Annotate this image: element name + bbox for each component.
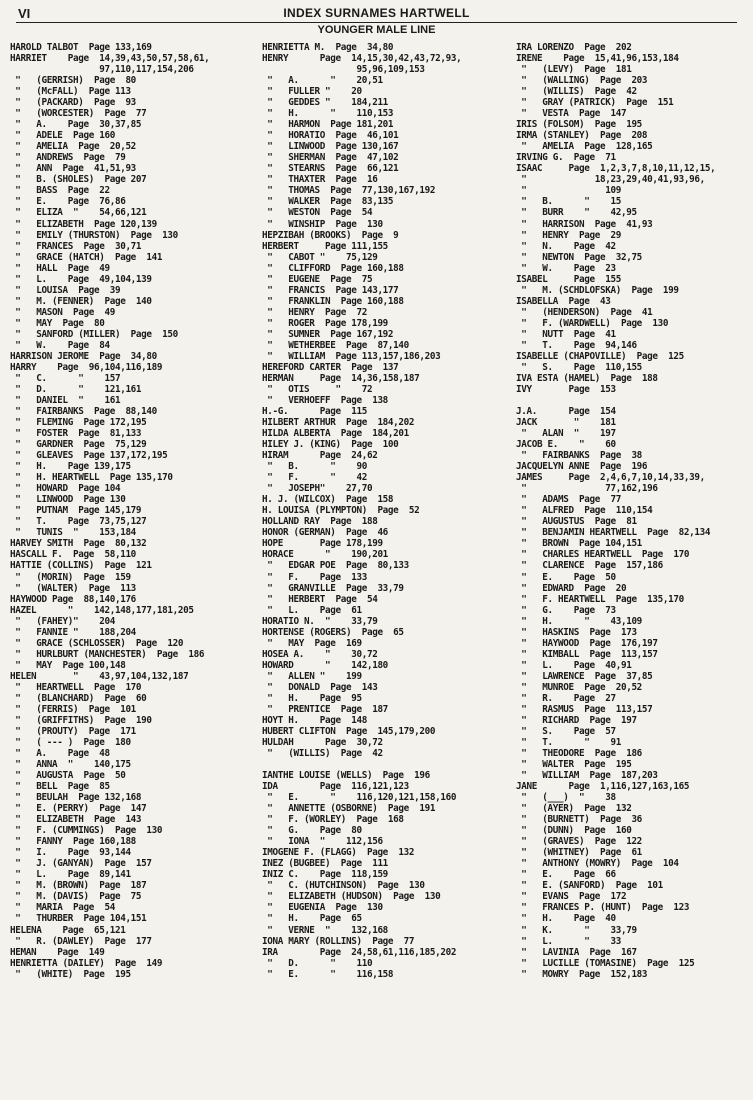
index-entry: " (WILLIS) Page 42	[262, 748, 383, 759]
index-entry: " (WILLIS) Page 42	[516, 86, 637, 98]
index-entry: JACQUELYN ANNE Page 196	[516, 461, 648, 473]
index-entry: " MOWRY Page 152,183	[516, 968, 648, 980]
index-entry: " WILLIAM Page 113,157,186,203	[262, 350, 441, 362]
index-entry: " NUTT Page 41	[516, 328, 616, 340]
index-entry: HORTENSE (ROGERS) Page 65	[262, 626, 404, 638]
index-entry: " (WALTER) Page 113	[10, 582, 136, 594]
index-entry: " W. Page 84	[10, 339, 110, 351]
index-entry: " GRANVILLE Page 33,79	[262, 582, 404, 594]
index-entry: " (WHITE) Page 195	[10, 968, 131, 980]
index-entry: " TUNIS " 153,184	[10, 527, 136, 539]
index-entry: HOWARD " 142,180	[262, 659, 388, 671]
index-entry: " R. Page 27	[516, 692, 616, 704]
index-column-2	[262, 42, 514, 980]
index-entry: " G. Page 80	[262, 825, 362, 837]
index-entry: " FAIRBANKS Page 38	[516, 450, 642, 462]
index-entry: " AUGUSTA Page 50	[10, 770, 126, 782]
index-entry: HIRAM Page 24,62	[262, 450, 378, 462]
index-entry: " GEDDES " 184,211	[262, 97, 388, 109]
index-entry: " (BURNETT) Page 36	[516, 814, 642, 826]
index-entry: " M. (FENNER) Page 140	[10, 295, 152, 307]
index-entry: " G. Page 73	[516, 604, 616, 616]
index-entry: " (FERRIS) Page 101	[10, 703, 136, 715]
index-entry: " L. Page 49,104,139	[10, 273, 152, 285]
index-entry: " GRACE (HATCH) Page 141	[10, 251, 163, 263]
index-entry: HATTIE (COLLINS) Page 121	[10, 560, 152, 572]
index-entry: " FOSTER Page 81,133	[10, 428, 142, 440]
index-entry: " ALAN " 197	[516, 428, 616, 440]
index-entry: " N. Page 42	[516, 240, 616, 252]
index-entry: " MARIA Page 54	[10, 902, 115, 914]
index-entry: HILBERT ARTHUR Page 184,202	[262, 417, 415, 429]
index-entry: " A. Page 48	[10, 748, 110, 759]
index-column-3	[516, 42, 752, 980]
index-entry: HILEY J. (KING) Page 100	[262, 439, 399, 451]
index-entry: INEZ (BUGBEE) Page 111	[262, 858, 388, 870]
index-entry: " S. Page 57	[516, 725, 616, 737]
index-entry: " F. (WORLEY) Page 168	[262, 814, 404, 826]
index-entry: " F. " 42	[262, 472, 367, 484]
index-entry: " ELIZABETH Page 120,139	[10, 218, 157, 230]
index-entry: IANTHE LOUISE (WELLS) Page 196	[262, 770, 430, 782]
index-entry: " E. (SANFORD) Page 101	[516, 880, 663, 892]
index-entry: 95,96,109,153	[262, 64, 425, 76]
index-entry: " (GRAVES) Page 122	[516, 836, 642, 848]
index-entry: HUBERT CLIFTON Page 145,179,200	[262, 725, 436, 737]
index-entry: " D. " 110	[262, 957, 373, 969]
index-entry: H.-G. Page 115	[262, 406, 367, 418]
index-entry: " BASS Page 22	[10, 185, 110, 197]
index-entry: HARRY Page 96,104,116,189	[10, 361, 163, 373]
index-entry: " GRACE (SCHLOSSER) Page 120	[10, 637, 184, 649]
index-entry: " LINWOOD Page 130	[10, 494, 126, 506]
index-entry: " SHERMAN Page 47,102	[262, 152, 399, 164]
index-entry: HILDA ALBERTA Page 184,201	[262, 428, 409, 440]
index-entry: " CHARLES HEARTWELL Page 170	[516, 549, 690, 561]
index-entry: " (FAHEY)" 204	[10, 615, 115, 627]
index-entry: " EMILY (THURSTON) Page 130	[10, 229, 178, 241]
index-entry: IVY Page 153	[516, 383, 616, 395]
index-entry: " (LEVY) Page 181	[516, 64, 632, 76]
index-entry: " GRAY (PATRICK) Page 151	[516, 97, 674, 109]
index-entry: " A. Page 30,37,85	[10, 119, 142, 131]
index-entry: " J. (GANYAN) Page 157	[10, 858, 152, 870]
index-entry: HENRIETTA (DAILEY) Page 149	[10, 957, 163, 969]
index-entry: HAROLD TALBOT Page 133,169	[10, 42, 152, 53]
index-entry: " ELIZABETH Page 143	[10, 814, 142, 826]
index-entry: " BENJAMIN HEARTWELL Page 82,134	[516, 527, 711, 539]
index-entry: HAYWOOD Page 88,140,176	[10, 593, 136, 605]
index-entry: " (AYER) Page 132	[516, 803, 632, 815]
index-entry: " IONA " 112,156	[262, 836, 383, 848]
index-entry: HASCALL F. Page 58,110	[10, 549, 136, 561]
index-entry: " ALFRED Page 110,154	[516, 505, 653, 517]
index-entry: " HARMON Page 181,201	[262, 119, 394, 131]
index-entry: " HORATIO Page 46,101	[262, 130, 399, 142]
index-entry: " ELIZA " 54,66,121	[10, 207, 147, 219]
index-entry: HAZEL " 142,148,177,181,205	[10, 604, 194, 616]
index-entry: " LINWOOD Page 130,167	[262, 141, 399, 153]
index-entry: " HARRISON Page 41,93	[516, 218, 653, 230]
index-entry: IRA LORENZO Page 202	[516, 42, 632, 53]
index-entry: " GLEAVES Page 137,172,195	[10, 450, 168, 462]
index-entry: " ANN Page 41,51,93	[10, 163, 136, 175]
page-subtitle: YOUNGER MALE LINE	[317, 24, 436, 36]
index-entry: HONOR (GERMAN) Page 46	[262, 527, 388, 539]
index-entry: " E. Page 66	[516, 869, 616, 881]
index-entry: " H. Page 139,175	[10, 461, 131, 473]
index-entry: " HURLBURT (MANCHESTER) Page 186	[10, 648, 205, 660]
index-entry: HOSEA A. " 30,72	[262, 648, 378, 660]
index-entry: " H. " 43,109	[516, 615, 642, 627]
index-entry: IONA MARY (ROLLINS) Page 77	[262, 935, 415, 947]
index-entry: INIZ C. Page 118,159	[262, 869, 388, 881]
index-entry: " ROGER Page 178,199	[262, 317, 388, 329]
index-entry: " D. " 121,161	[10, 383, 142, 395]
index-entry: " WESTON Page 54	[262, 207, 373, 219]
index-entry: " MASON Page 49	[10, 306, 115, 318]
index-entry: " FRANCES P. (HUNT) Page 123	[516, 902, 690, 914]
index-entry: " HENRY Page 72	[262, 306, 367, 318]
index-entry: " W. Page 23	[516, 262, 616, 274]
index-entry: " BELL Page 85	[10, 781, 110, 793]
index-entry: " F. (WARDWELL) Page 130	[516, 317, 669, 329]
index-entry: " HAYWOOD Page 176,197	[516, 637, 658, 649]
index-entry: HARRISON JEROME Page 34,80	[10, 350, 157, 362]
index-entry: " HALL Page 49	[10, 262, 110, 274]
index-entry: IRMA (STANLEY) Page 208	[516, 130, 648, 142]
index-entry: " PUTNAM Page 145,179	[10, 505, 142, 517]
index-entry: HENRY Page 14,15,30,42,43,72,93,	[262, 53, 462, 65]
index-entry: " 109	[516, 185, 621, 197]
index-entry: " L. Page 40,91	[516, 659, 632, 671]
index-entry: " (WHITNEY) Page 61	[516, 847, 642, 859]
index-entry	[516, 395, 752, 406]
index-entry: IDA Page 116,121,123	[262, 781, 409, 793]
index-entry: " STEARNS Page 66,121	[262, 163, 399, 175]
index-entry: " HENRY Page 29	[516, 229, 621, 241]
index-entry: HORACE " 190,201	[262, 549, 388, 561]
index-entry: " KIMBALL Page 113,157	[516, 648, 658, 660]
index-entry: " (DUNN) Page 160	[516, 825, 632, 837]
index-entry: " ELIZABETH (HUDSON) Page 130	[262, 891, 441, 903]
index-entry: " BROWN Page 104,151	[516, 538, 642, 550]
index-entry: " (BLANCHARD) Page 60	[10, 692, 147, 704]
index-entry: " M. (SCHDLOFSKA) Page 199	[516, 284, 679, 296]
page-number: VI	[18, 6, 31, 21]
index-entry: " WETHERBEE Page 87,140	[262, 339, 409, 351]
index-entry: " C. " 157	[10, 372, 121, 384]
index-entry: " THOMAS Page 77,130,167,192	[262, 185, 436, 197]
index-entry: " JOSEPH" 27,70	[262, 483, 373, 495]
index-entry: " A. " 20,51	[262, 75, 383, 87]
index-entry: " C. (HUTCHINSON) Page 130	[262, 880, 425, 892]
index-entry: " RICHARD Page 197	[516, 714, 637, 726]
index-entry: " K. " 33,79	[516, 924, 637, 936]
index-entry: " ALLEN " 199	[262, 670, 362, 682]
index-entry: " (GRIFFITHS) Page 190	[10, 714, 152, 726]
index-entry: " AUGUSTUS Page 81	[516, 516, 637, 528]
index-entry: " MAY Page 80	[10, 317, 105, 329]
index-entry: " LUCILLE (TOMASINE) Page 125	[516, 957, 695, 969]
index-entry: " T. Page 94,146	[516, 339, 637, 351]
index-entry: " B. (SHOLES) Page 207	[10, 174, 147, 186]
index-entry: " LAVINIA Page 167	[516, 946, 637, 958]
index-entry: " (McFALL) Page 113	[10, 86, 131, 98]
index-entry: IVA ESTA (HAMEL) Page 188	[516, 372, 658, 384]
index-entry: HELENA Page 65,121	[10, 924, 126, 936]
index-entry: " THURBER Page 104,151	[10, 913, 147, 925]
index-entry: " FAIRBANKS Page 88,140	[10, 406, 157, 418]
index-entry: " FANNIE " 188,204	[10, 626, 136, 638]
index-entry: " H. " 110,153	[262, 108, 394, 120]
index-entry: " ANTHONY (MOWRY) Page 104	[516, 858, 679, 870]
index-entry: " (___) " 38	[516, 792, 616, 804]
index-entry: " (HENDERSON) Page 41	[516, 306, 653, 318]
index-entry: HEPZIBAH (BROOKS) Page 9	[262, 229, 399, 241]
index-entry: " NEWTON Page 32,75	[516, 251, 642, 263]
index-entry: " ADELE Page 160	[10, 130, 115, 142]
index-entry: " ANNETTE (OSBORNE) Page 191	[262, 803, 436, 815]
index-entry	[262, 759, 514, 770]
page-title: INDEX SURNAMES HARTWELL	[283, 6, 470, 20]
index-entry: " FLEMING Page 172,195	[10, 417, 147, 429]
index-entry: HEREFORD CARTER Page 137	[262, 361, 399, 373]
index-entry: " AMELIA Page 128,165	[516, 141, 653, 153]
index-entry: " H. Page 95	[262, 692, 362, 704]
index-entry: " MUNROE Page 20,52	[516, 681, 642, 693]
index-entry: HOLLAND RAY Page 188	[262, 516, 378, 528]
index-entry: HARRIET Page 14,39,43,50,57,58,61,	[10, 53, 210, 65]
index-column-1	[10, 42, 260, 980]
index-entry: " F. (CUMMINGS) Page 130	[10, 825, 163, 837]
index-entry: " E. " 116,158	[262, 968, 394, 980]
index-entry: " FRANKLIN Page 160,188	[262, 295, 404, 307]
index-entry: " VESTA Page 147	[516, 108, 627, 120]
index-entry: JAMES Page 2,4,6,7,10,14,33,39,	[516, 472, 705, 484]
index-entry: " T. Page 73,75,127	[10, 516, 147, 528]
index-entry: HENRIETTA M. Page 34,80	[262, 42, 394, 53]
index-entry: HELEN " 43,97,104,132,187	[10, 670, 189, 682]
index-entry: " ANDREWS Page 79	[10, 152, 126, 164]
index-entry: " VERNE " 132,168	[262, 924, 388, 936]
index-entry: " ADAMS Page 77	[516, 494, 621, 506]
index-entry: " T. " 91	[516, 736, 621, 748]
index-entry: " M. (DAVIS) Page 75	[10, 891, 142, 903]
index-entry: " SANFORD (MILLER) Page 150	[10, 328, 178, 340]
index-entry: " EDGAR POE Page 80,133	[262, 560, 409, 572]
index-entry: " B. " 90	[262, 461, 367, 473]
index-entry: " R. (DAWLEY) Page 177	[10, 935, 152, 947]
index-entry: IRENE Page 15,41,96,153,184	[516, 53, 679, 65]
index-entry: ISABELLA Page 43	[516, 295, 611, 307]
index-entry: " AMELIA Page 20,52	[10, 141, 136, 153]
index-entry: " BEULAH Page 132,168	[10, 792, 142, 804]
index-entry: " LAWRENCE Page 37,85	[516, 670, 653, 682]
index-entry: " EUGENIA Page 130	[262, 902, 383, 914]
index-entry: " E. Page 76,86	[10, 196, 126, 208]
index-entry: " CABOT " 75,129	[262, 251, 378, 263]
index-entry: " FULLER " 20	[262, 86, 362, 98]
index-entry: " I. Page 93,144	[10, 847, 131, 859]
index-entry: " RASMUS Page 113,157	[516, 703, 653, 715]
index-entry: ISAAC Page 1,2,3,7,8,10,11,12,15,	[516, 163, 716, 175]
index-entry: JACK " 181	[516, 417, 616, 429]
index-entry: " HERBERT Page 54	[262, 593, 378, 605]
index-entry: " THAXTER Page 16	[262, 174, 378, 186]
index-entry: " B. " 15	[516, 196, 621, 208]
index-entry: " FANNY Page 160,188	[10, 836, 136, 848]
index-entry: IRVING G. Page 71	[516, 152, 616, 164]
index-entry: " (GERRISH) Page 80	[10, 75, 136, 87]
index-entry: IRA Page 24,58,61,116,185,202	[262, 946, 457, 958]
index-entry: " E. (PERRY) Page 147	[10, 803, 147, 815]
index-entry: HOYT H. Page 148	[262, 714, 367, 726]
index-entry: " (MORIN) Page 159	[10, 571, 131, 583]
index-entry: " GARDNER Page 75,129	[10, 439, 147, 451]
index-entry: JANE Page 1,116,127,163,165	[516, 781, 690, 793]
index-entry: " (PACKARD) Page 93	[10, 97, 136, 109]
index-entry: " E. " 116,120,121,158,160	[262, 792, 457, 804]
index-entry: " WINSHIP Page 130	[262, 218, 383, 230]
index-entry: " EUGENE Page 75	[262, 273, 373, 285]
index-entry: " OTIS " 72	[262, 383, 373, 395]
index-entry: IMOGENE F. (FLAGG) Page 132	[262, 847, 415, 859]
index-entry: " (WORCESTER) Page 77	[10, 108, 147, 120]
index-entry: HERBERT Page 111,155	[262, 240, 388, 252]
index-entry: " BURR " 42,95	[516, 207, 637, 219]
index-entry: " S. Page 110,155	[516, 361, 642, 373]
index-entry: " SUMNER Page 167,192	[262, 328, 394, 340]
index-entry: H. LOUISA (PLYMPTON) Page 52	[262, 505, 420, 517]
index-entry: " DANIEL " 161	[10, 395, 121, 406]
index-entry: " WALKER Page 83,135	[262, 196, 394, 208]
index-entry: " HOWARD Page 104	[10, 483, 121, 495]
index-entry: 97,110,117,154,206	[10, 64, 194, 76]
index-entry: " L. Page 61	[262, 604, 362, 616]
index-entry: ISABELLE (CHAPOVILLE) Page 125	[516, 350, 684, 362]
index-entry: " EDWARD Page 20	[516, 582, 627, 594]
index-entry: " F. Page 133	[262, 571, 367, 583]
index-entry: " 77,162,196	[516, 483, 658, 495]
index-entry: " MAY Page 100,148	[10, 659, 126, 671]
index-entry: J.A. Page 154	[516, 406, 616, 418]
index-entry: " HASKINS Page 173	[516, 626, 637, 638]
index-entry: " EVANS Page 172	[516, 891, 627, 903]
header-rule	[16, 22, 737, 23]
index-entry: " L. " 33	[516, 935, 621, 947]
index-entry: " H. Page 40	[516, 913, 616, 925]
index-entry: " 18,23,29,40,41,93,96,	[516, 174, 705, 186]
index-entry: HORATIO N. " 33,79	[262, 615, 378, 627]
index-entry: " WILLIAM Page 187,203	[516, 770, 658, 782]
index-entry: " F. HEARTWELL Page 135,170	[516, 593, 684, 605]
index-entry: " ( --- ) Page 180	[10, 736, 131, 748]
index-entry: " ANNA " 140,175	[10, 759, 131, 771]
index-entry: IRIS (FOLSOM) Page 195	[516, 119, 642, 131]
index-entry: " DONALD Page 143	[262, 681, 378, 693]
index-entry: " L. Page 89,141	[10, 869, 131, 881]
index-entry: " FRANCES Page 30,71	[10, 240, 142, 252]
index-entry: " CLARENCE Page 157,186	[516, 560, 663, 572]
index-entry: " (PROUTY) Page 171	[10, 725, 136, 737]
index-entry: " H. HEARTWELL Page 135,170	[10, 472, 173, 484]
index-entry: " M. (BROWN) Page 187	[10, 880, 147, 892]
index-entry: " VERHOEFF Page 138	[262, 395, 388, 406]
index-entry: " H. Page 65	[262, 913, 362, 925]
index-entry: " CLIFFORD Page 160,188	[262, 262, 404, 274]
index-entry: " HEARTWELL Page 170	[10, 681, 142, 693]
index-entry: HULDAH Page 30,72	[262, 736, 383, 748]
index-entry: " E. Page 50	[516, 571, 616, 583]
index-entry: " MAY Page 169	[262, 637, 362, 649]
index-entry: H. J. (WILCOX) Page 158	[262, 494, 394, 506]
index-entry: " PRENTICE Page 187	[262, 703, 388, 715]
index-entry: " LOUISA Page 39	[10, 284, 121, 296]
index-entry: HARVEY SMITH Page 80,132	[10, 538, 147, 550]
index-entry: HOPE Page 178,199	[262, 538, 383, 550]
index-entry: " (WALLING) Page 203	[516, 75, 648, 87]
index-entry: " FRANCIS Page 143,177	[262, 284, 399, 296]
index-entry: " THEODORE Page 186	[516, 748, 642, 759]
index-entry: " WALTER Page 195	[516, 759, 632, 771]
index-entry: HERMAN Page 14,36,158,187	[262, 372, 420, 384]
index-entry: JACOB E. " 60	[516, 439, 616, 451]
index-entry: ISABEL Page 155	[516, 273, 621, 285]
index-entry: HEMAN Page 149	[10, 946, 105, 958]
